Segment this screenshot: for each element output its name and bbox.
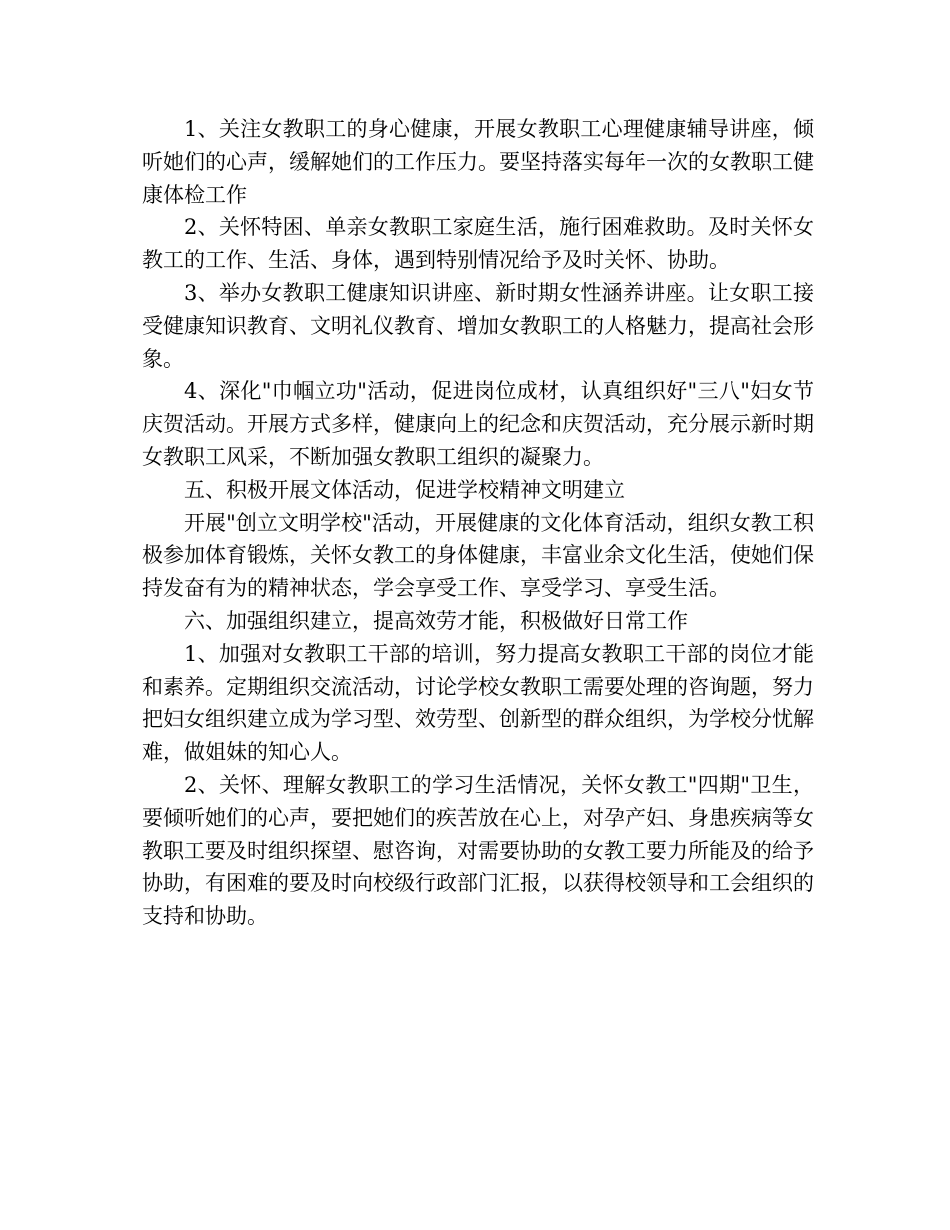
paragraph-care-health: 1、关注女教职工的身心健康，开展女教职工心理健康辅导讲座，倾听她们的心声，缓解她们的工作压力。要坚持落实每年一次的女教职工健康体检工作 — [142, 117, 814, 207]
paragraph-civilized-school: 开展"创立文明学校"活动，开展健康的文化体育活动，组织女教工积极参加体育锻炼，关怀女教工的身体健康，丰富业余文化生活，使她们保持发奋有为的精神状态，学会享受工作、享受学习、享受生活。 — [142, 510, 814, 601]
paragraph-care-hardship: 2、关怀特困、单亲女教职工家庭生活，施行困难救助。及时关怀女教工的工作、生活、身体，遇到特别情况给予及时关怀、协助。 — [142, 215, 814, 273]
paragraph-health-lectures: 3、举办女教职工健康知识讲座、新时期女性涵养讲座。让女职工接受健康知识教育、文明礼仪教育、增加女教职工的人格魅力，提高社会形象。 — [142, 280, 814, 371]
paragraph-women-day-activities: 4、深化"巾帼立功"活动，促进岗位成材，认真组织好"三八"妇女节庆贺活动。开展方式多样，健康向上的纪念和庆贺活动，充分展示新时期女教职工风采，不断加强女教职工组织的凝聚力。 — [142, 379, 814, 469]
section-heading-organization: 六、加强组织建立，提高效劳才能，积极做好日常工作 — [184, 608, 688, 633]
paragraph-cadre-training: 1、加强对女教职工干部的培训，努力提高女教职工干部的岗位才能和素养。定期组织交流活动，讨论学校女教职工需要处理的咨询题，努力把妇女组织建立成为学习型、效劳型、创新型的群众组织，为学校分忧解难，做姐妹的知心人。 — [142, 641, 814, 765]
document-page — [142, 113, 814, 933]
section-heading-culture-sports: 五、积极开展文体活动，促进学校精神文明建立 — [184, 477, 625, 502]
paragraph-care-understanding: 2、关怀、理解女教职工的学习生活情况，关怀女教工"四期"卫生，要倾听她们的心声，要把她们的疾苦放在心上，对孕产妇、身患疾病等女教职工要及时组织探望、慰咨询，对需要协助的女教工要力所能及的给予协助，有困难的要及时向校级行政部门汇报，以获得校领导和工会组织的支持和协助。 — [142, 772, 814, 929]
